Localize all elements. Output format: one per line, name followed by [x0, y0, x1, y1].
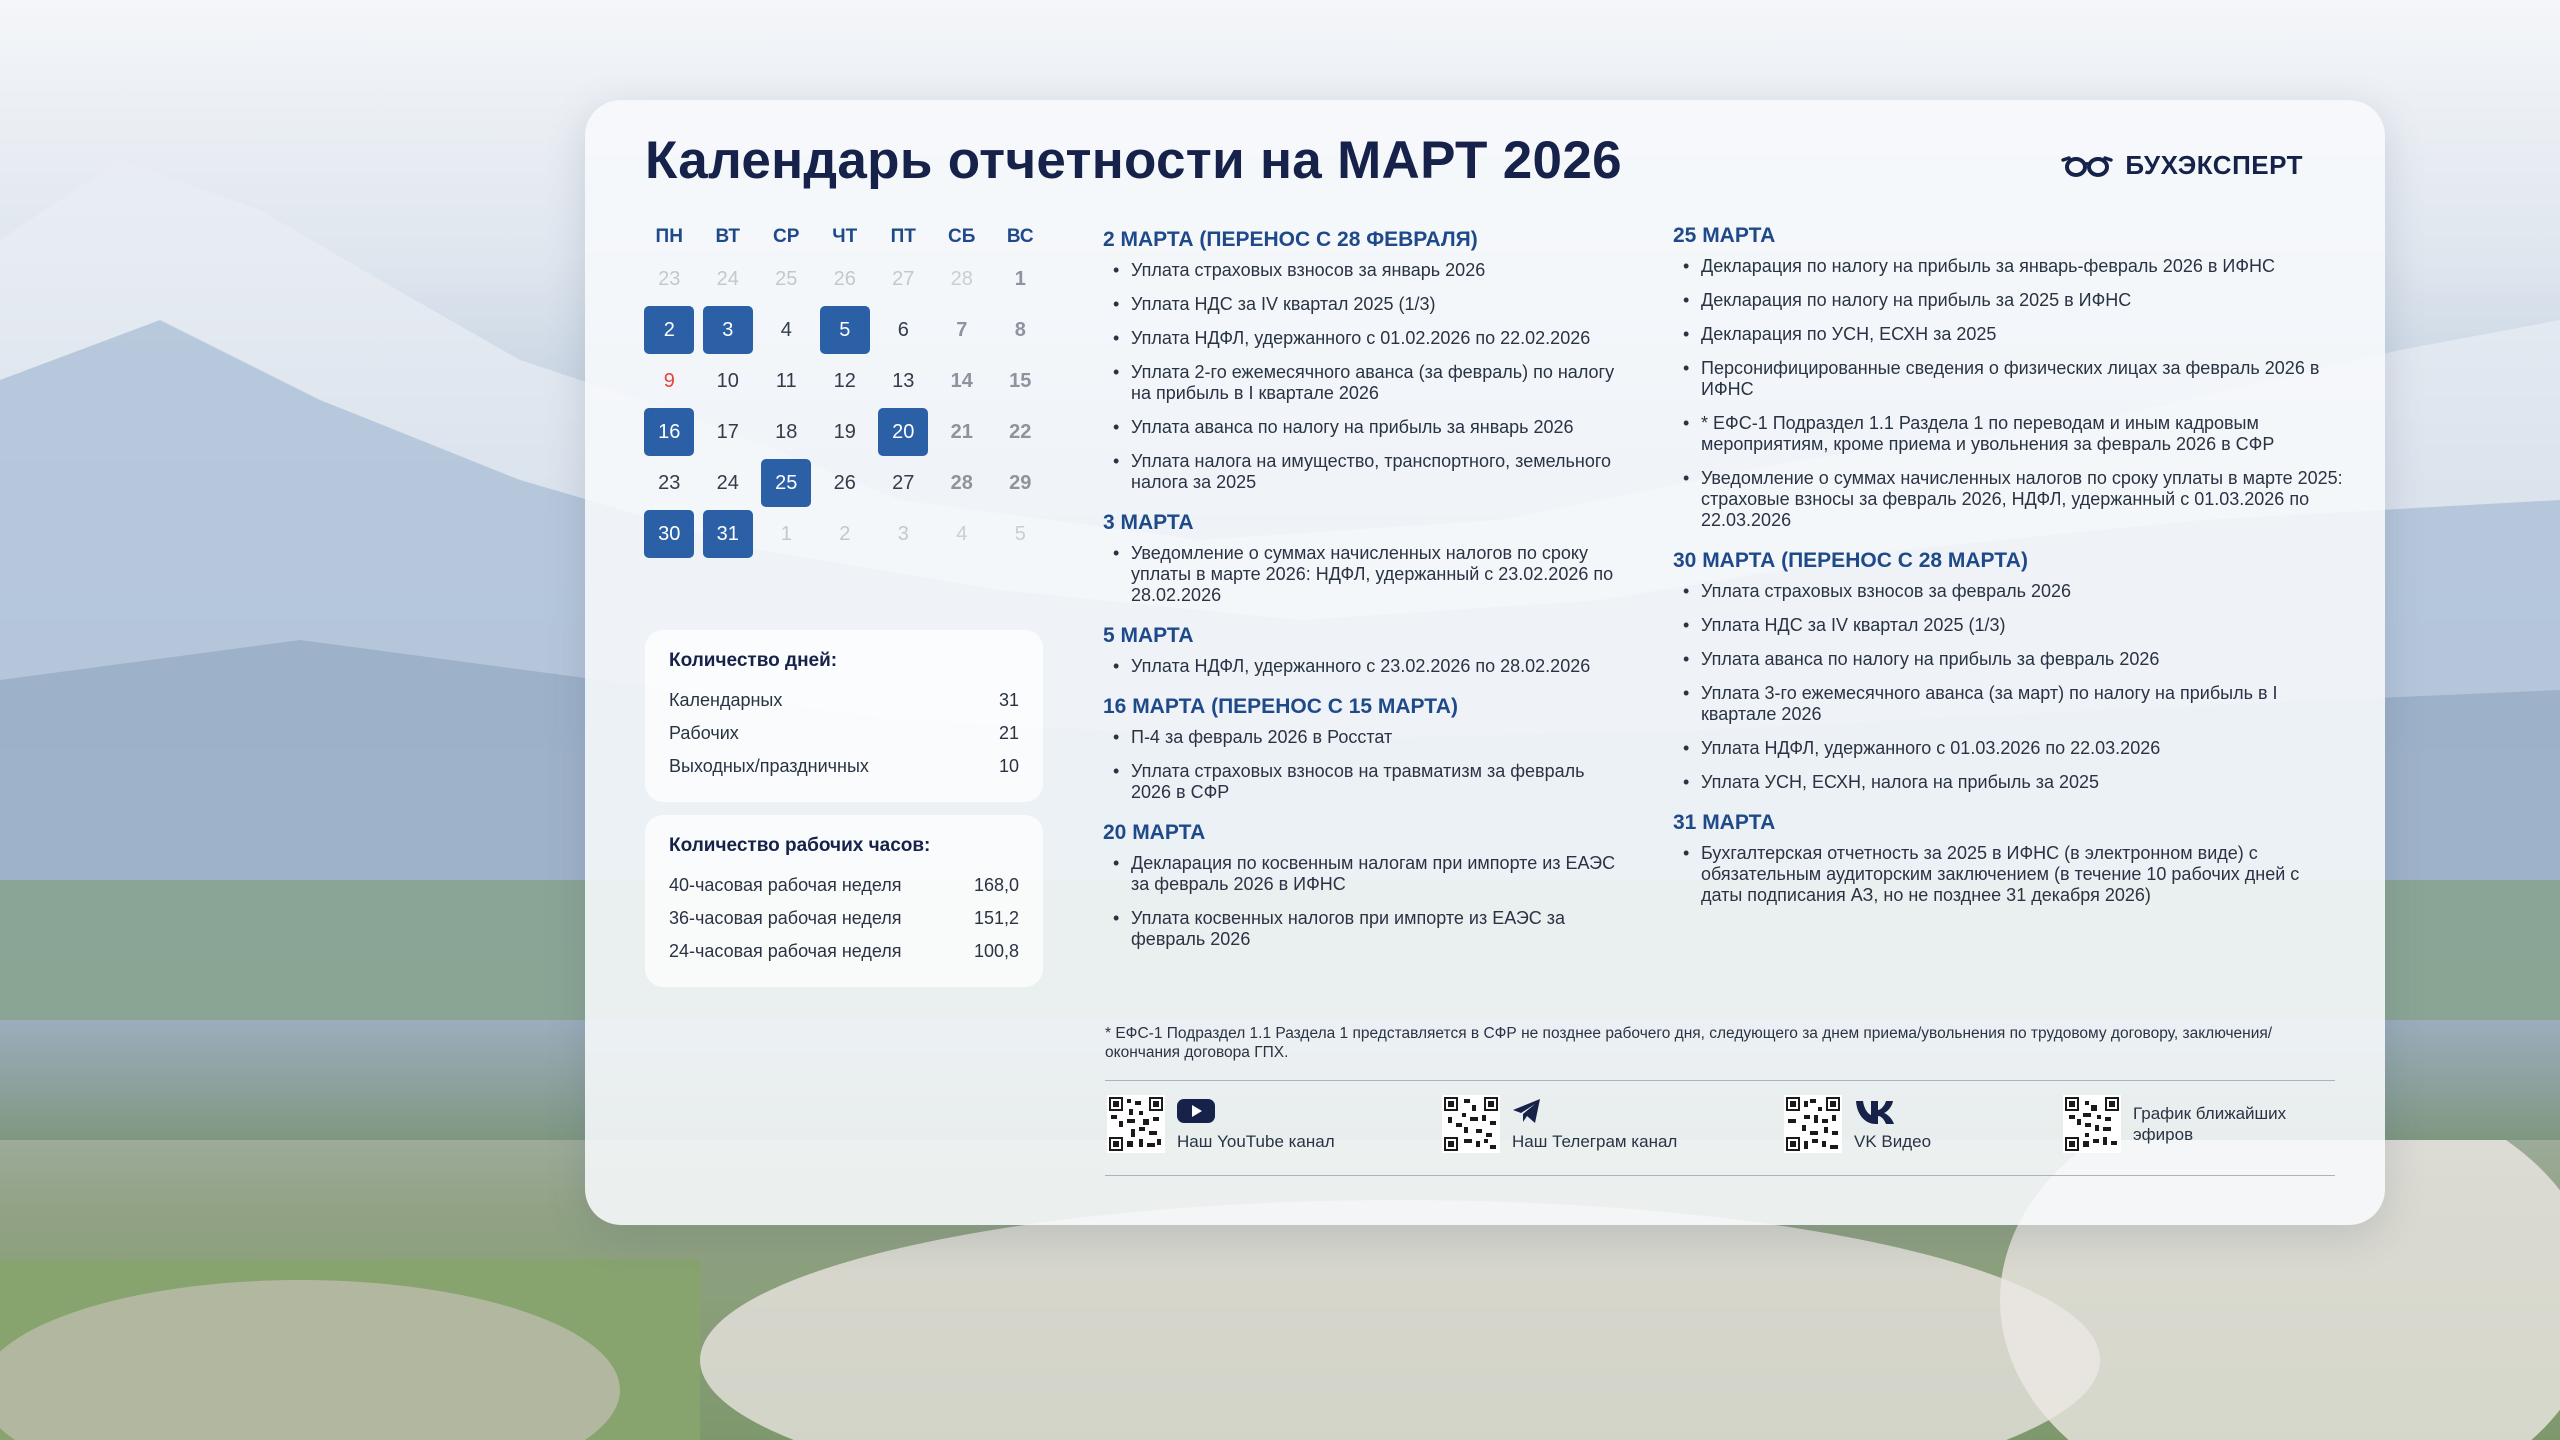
broadcast-schedule-link[interactable]: [2063, 1095, 2313, 1153]
weekday-label: ВС: [1006, 226, 1034, 247]
deadline-date-heading: 31 МАРТА: [1673, 811, 1776, 834]
deadline-item: • Уплата 2-го ежемесячного аванса (за февраль) по налогу на прибыль в I квартале 2026: [1103, 362, 1628, 404]
deadline-item: • Уплата УСН, ЕСХН, налога на прибыль за 2025: [1673, 772, 2343, 793]
qr-code-icon: [1107, 1095, 1165, 1153]
deadline-item: • Персонифицированные сведения о физических лицах за февраль 2026 в ИФНС: [1673, 358, 2343, 400]
calendar-day: 24: [716, 267, 739, 290]
calendar-day: 13: [892, 369, 915, 392]
deadline-item: • Декларация по налогу на прибыль за 2025 в ИФНС: [1673, 290, 2343, 311]
logo: [2061, 150, 2303, 181]
youtube-icon: [1177, 1095, 1215, 1127]
deadline-item: • Декларация по налогу на прибыль за январь-февраль 2026 в ИФНС: [1673, 256, 2343, 277]
month-calendar: [640, 220, 1050, 560]
calendar-week: [640, 254, 1050, 305]
telegram-label: Наш Телеграм канал: [1512, 1132, 1678, 1151]
calendar-day-deadline: 2: [640, 305, 699, 356]
deadline-date-heading: 20 МАРТА: [1103, 821, 1206, 844]
calendar-day-holiday: 9: [663, 369, 675, 392]
deadline-item: • Уплата налога на имущество, транспортного, земельного налога за 2025: [1103, 451, 1628, 493]
hours-count-row: 36-часовая рабочая неделя 151,2: [669, 908, 1019, 928]
calendar-day: 5: [1014, 522, 1026, 545]
deadline-date-heading: 16 МАРТА (ПЕРЕНОС С 15 МАРТА): [1103, 695, 1458, 718]
calendar-week: [640, 407, 1050, 458]
deadline-item: • Уплата 3-го ежемесячного аванса (за март) по налогу на прибыль в I квартале 2026: [1673, 683, 2343, 725]
hours-count-row: 40-часовая рабочая неделя 168,0: [669, 875, 1019, 895]
days-count-title: Количество дней:: [669, 650, 838, 671]
calendar-day: 28: [950, 471, 973, 494]
deadline-date-heading: 2 МАРТА (ПЕРЕНОС С 28 ФЕВРАЛЯ): [1103, 228, 1478, 251]
deadline-item: • Уплата НДФЛ, удержанного с 01.02.2026 по 22.02.2026: [1103, 328, 1628, 349]
calendar-day: 23: [658, 267, 681, 290]
deadline-list: [1673, 256, 2343, 531]
hours-count-row: 24-часовая рабочая неделя 100,8: [669, 941, 1019, 961]
deadline-item: • П-4 за февраль 2026 в Росстат: [1103, 727, 1628, 748]
youtube-link[interactable]: [1107, 1095, 1335, 1153]
calendar-day-deadline: 30: [640, 509, 699, 560]
deadline-item: • Уплата аванса по налогу на прибыль за февраль 2026: [1673, 649, 2343, 670]
days-count-row: Рабочих 21: [669, 723, 1019, 743]
calendar-week: [640, 305, 1050, 356]
qr-code-icon: [2063, 1095, 2121, 1153]
days-count-row: Календарных 31: [669, 690, 1019, 710]
calendar-day: 10: [716, 369, 739, 392]
vk-video-link[interactable]: [1784, 1095, 1931, 1153]
weekday-label: ВТ: [715, 226, 741, 247]
deadline-item: • Уведомление о суммах начисленных налогов по сроку уплаты в марте 2026: НДФЛ, удержанный с 23.02.2026 по 28.02.2026: [1103, 543, 1628, 606]
deadline-item: • Уплата косвенных налогов при импорте из ЕАЭС за февраль 2026: [1103, 908, 1628, 950]
deadline-list: [1103, 656, 1628, 677]
deadlines-column-left: [1103, 228, 1628, 968]
deadline-item: • Уплата страховых взносов на травматизм за февраль 2026 в СФР: [1103, 761, 1628, 803]
deadline-item: • Уплата НДС за IV квартал 2025 (1/3): [1673, 615, 2343, 636]
calendar-week: [640, 356, 1050, 407]
logo-text: БУХЭКСПЕРТ: [2125, 150, 2303, 180]
calendar-day: 15: [1009, 369, 1032, 392]
report-calendar-card: [585, 100, 2385, 1225]
deadline-item: • Уведомление о суммах начисленных налогов по сроку уплаты в марте 2025: страховые взносы за февраль 2026, НДФЛ, удержанный с 01.03.2026 по 22.03.2026: [1673, 468, 2343, 531]
calendar-day-deadline: 3: [699, 305, 758, 356]
youtube-label: Наш YouTube канал: [1177, 1132, 1335, 1151]
deadline-date-heading: 3 МАРТА: [1103, 511, 1194, 534]
weekday-label: ЧТ: [832, 226, 858, 247]
calendar-day: 8: [1014, 318, 1026, 341]
qr-code-icon: [1442, 1095, 1500, 1153]
deadline-item: • Декларация по УСН, ЕСХН за 2025: [1673, 324, 2343, 345]
calendar-day: 18: [775, 420, 798, 443]
divider: [1105, 1175, 2335, 1176]
deadlines-column-right: [1673, 224, 2343, 924]
deadline-item: • Уплата НДФЛ, удержанного с 23.02.2026 по 28.02.2026: [1103, 656, 1628, 677]
weekday-label: ПТ: [890, 226, 916, 247]
calendar-day-deadline: 16: [640, 407, 699, 458]
deadline-item: • Уплата аванса по налогу на прибыль за январь 2026: [1103, 417, 1628, 438]
calendar-day: 21: [950, 420, 973, 443]
page-title: Календарь отчетности на МАРТ 2026: [645, 131, 1622, 190]
divider: [1105, 1080, 2335, 1081]
deadline-item: • Уплата НДС за IV квартал 2025 (1/3): [1103, 294, 1628, 315]
calendar-day: 12: [833, 369, 856, 392]
calendar-day: 1: [780, 522, 792, 545]
deadline-list: [1103, 543, 1628, 606]
telegram-link[interactable]: [1442, 1095, 1677, 1153]
days-count-row: Выходных/праздничных 10: [669, 756, 1019, 776]
qr-code-icon: [1784, 1095, 1842, 1153]
weekday-label: СБ: [948, 226, 976, 247]
deadline-list: [1673, 581, 2343, 793]
deadline-item: • Декларация по косвенным налогам при импорте из ЕАЭС за февраль 2026 в ИФНС: [1103, 853, 1628, 895]
deadline-item: • Уплата НДФЛ, удержанного с 01.03.2026 по 22.03.2026: [1673, 738, 2343, 759]
deadline-date-heading: 5 МАРТА: [1103, 624, 1194, 647]
calendar-day: 24: [716, 471, 739, 494]
calendar-week: [640, 509, 1050, 560]
footnote: * ЕФС-1 Подраздел 1.1 Раздела 1 представляется в СФР не позднее рабочего дня, следующего за днем приема/увольнения по трудовому договору, заключения/окончания договора ГПХ.: [1105, 1025, 2273, 1061]
calendar-day: 11: [775, 369, 797, 392]
weekday-label: ПН: [655, 226, 683, 247]
deadline-list: [1103, 260, 1628, 493]
calendar-day: 19: [833, 420, 856, 443]
calendar-day: 29: [1009, 471, 1032, 494]
calendar-day: 27: [892, 267, 915, 290]
calendar-day: 25: [775, 267, 798, 290]
hours-count-title: Количество рабочих часов:: [669, 835, 931, 856]
deadline-item: • Бухгалтерская отчетность за 2025 в ИФНС (в электронном виде) с обязательным аудиторским заключением (в течение 10 рабочих дней с даты подписания АЗ, но не позднее 31 декабря 2026): [1673, 843, 2343, 906]
glasses-logo-icon: [2061, 154, 2113, 178]
weekday-label: СР: [773, 226, 800, 247]
calendar-day: 23: [658, 471, 681, 494]
vk-icon: [1854, 1095, 1900, 1127]
broadcast-schedule-label: График ближайших эфиров: [2133, 1104, 2287, 1144]
weekday-header: [640, 220, 1050, 254]
calendar-day: 7: [956, 318, 968, 341]
hours-count-box: [645, 815, 1043, 987]
calendar-day: 22: [1009, 420, 1032, 443]
days-count-box: [645, 630, 1043, 802]
deadline-list: [1103, 727, 1628, 803]
calendar-day-deadline: 5: [816, 305, 875, 356]
calendar-week: [640, 458, 1050, 509]
calendar-day: 4: [956, 522, 968, 545]
vk-video-label: VK Видео: [1854, 1132, 1932, 1151]
deadline-date-heading: 25 МАРТА: [1673, 224, 1776, 247]
calendar-day: 3: [897, 522, 909, 545]
calendar-day: 17: [716, 420, 739, 443]
calendar-day: 4: [780, 318, 792, 341]
deadline-item: • Уплата страховых взносов за февраль 2026: [1673, 581, 2343, 602]
deadline-item: • * ЕФС-1 Подраздел 1.1 Раздела 1 по переводам и иным кадровым мероприятиям, кроме приема и увольнения за февраль 2026 в СФР: [1673, 413, 2343, 455]
deadline-list: [1103, 853, 1628, 950]
calendar-day: 1: [1014, 267, 1026, 290]
calendar-day: 14: [950, 369, 973, 392]
deadline-list: [1673, 843, 2343, 906]
calendar-day-deadline: 31: [699, 509, 758, 560]
calendar-day: 28: [950, 267, 973, 290]
deadline-item: • Уплата страховых взносов за январь 2026: [1103, 260, 1628, 281]
telegram-icon: [1512, 1095, 1542, 1127]
calendar-day: 2: [839, 522, 851, 545]
calendar-day: 6: [897, 318, 909, 341]
calendar-day-deadline: 20: [874, 407, 933, 458]
calendar-day: 26: [833, 267, 856, 290]
calendar-day: 27: [892, 471, 915, 494]
calendar-day-deadline: 25: [757, 458, 816, 509]
calendar-day: 26: [833, 471, 856, 494]
deadline-date-heading: 30 МАРТА (ПЕРЕНОС С 28 МАРТА): [1673, 549, 2028, 572]
